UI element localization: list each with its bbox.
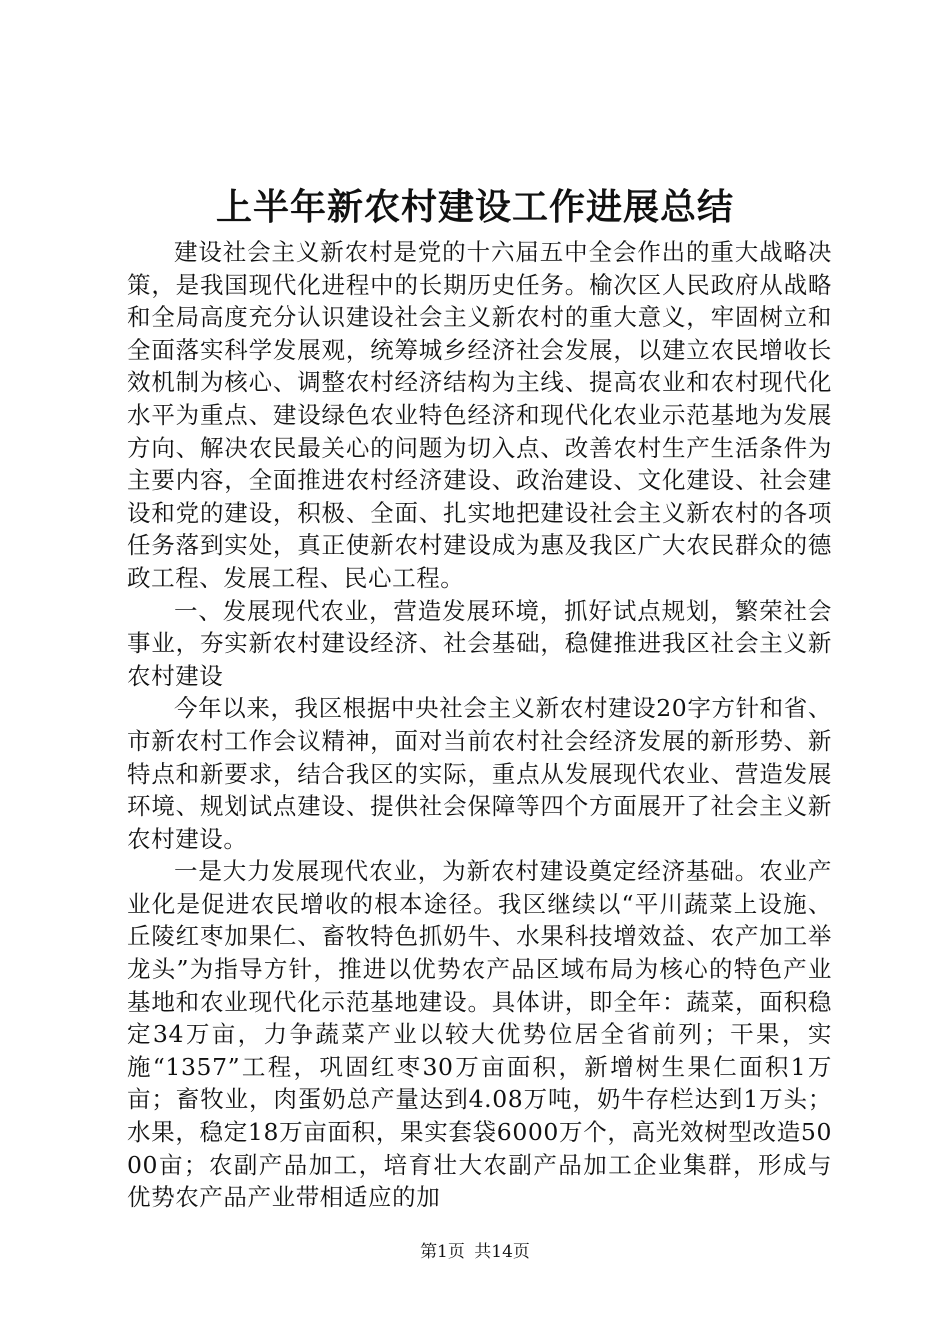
page-footer — [0, 1240, 950, 1264]
document-body — [127, 236, 832, 1214]
paragraph-section-heading: 一、发展现代农业，营造发展环境，抓好试点规划，繁荣社会事业，夯实新农村建设经济、社会基础，稳健推进我区社会主义新农村建设 — [127, 596, 832, 690]
paragraph-intro: 建设社会主义新农村是党的十六届五中全会作出的重大战略决策，是我国现代化进程中的长期历史任务。榆次区人民政府从战略和全局高度充分认识建设社会主义新农村的重大意义，牢固树立和全面落实科学发展观，统筹城乡经济社会发展，以建立农民增收长效机制为核心、调整农村经济结构为主线、提高农业和农村现代化水平为重点、建设绿色农业特色经济和现代化农业示范基地为发展方向、解决农民最关心的问题为切入点、改善农村生产生活条件为主要内容，全面推进农村经济建设、政治建设、文化建设、社会建设和党的建设，积极、全面、扎实地把建设社会主义新农村的各项任务落到实处，真正使新农村建设成为惠及我区广大农民群众的德政工程、发展工程、民心工程。 — [127, 238, 832, 592]
paragraph-modern-agriculture: 一是大力发展现代农业，为新农村建设奠定经济基础。农业产业化是促进农民增收的根本途径。我区继续以“平川蔬菜上设施、丘陵红枣加果仁、畜牧特色抓奶牛、水果科技增效益、农产加工举龙头”为指导方针，推进以优势农产品区域布局为核心的特色产业基地和农业现代化示范基地建设。具体讲，即全年：蔬菜，面积稳定34万亩，力争蔬菜产业以较大优势位居全省前列；干果，实施“1357”工程，巩固红枣30万亩面积，新增树生果仁面积1万亩；畜牧业，肉蛋奶总产量达到4.08万吨，奶牛存栏达到1万头；水果，稳定18万亩面积，果实套袋6000万个，高光效树型改造5000亩；农副产品加工，培育壮大农副产品加工企业集群，形成与优势农产品产业带相适应的加 — [127, 857, 832, 1212]
paragraph-overview: 今年以来，我区根据中央社会主义新农村建设20字方针和省、市新农村工作会议精神，面对当前农村社会经济发展的新形势、新特点和新要求，结合我区的实际，重点从发展现代农业、营造发展环境、规划试点建设、提供社会保障等四个方面展开了社会主义新农村建设。 — [127, 694, 832, 853]
page-total: 共14页 — [474, 1242, 530, 1262]
document-title: 上半年新农村建设工作进展总结 — [215, 186, 734, 228]
page-number: 第1页 — [420, 1242, 465, 1262]
